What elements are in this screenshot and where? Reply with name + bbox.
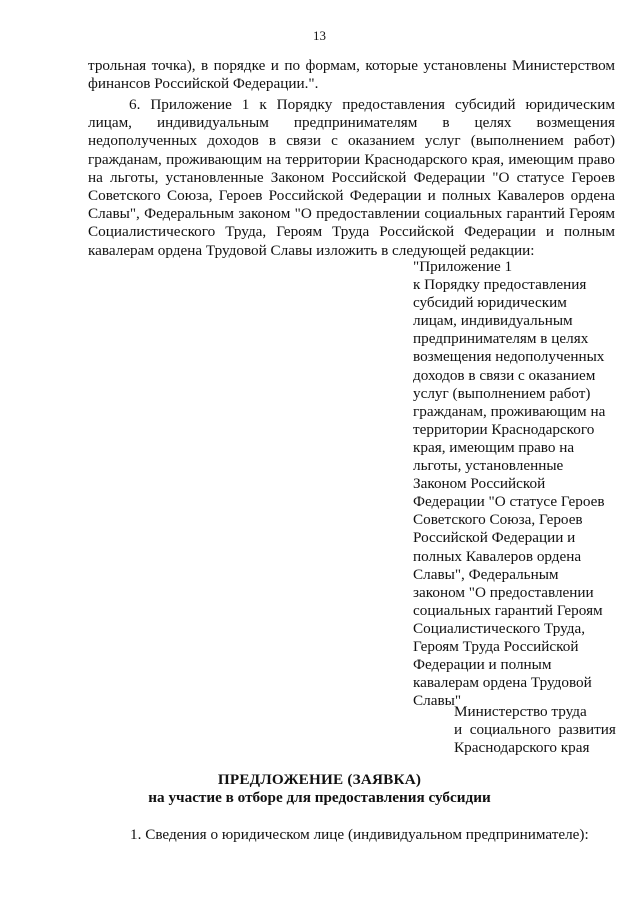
appendix-line: Федерации и полным — [413, 656, 552, 674]
appendix-line: кавалерам ордена Трудовой — [413, 674, 592, 692]
appendix-line: Законом Российской — [413, 475, 546, 493]
paragraph-continuation: трольная точка), в порядке и по формам, которые установлены Министерством финансов Российской Федерации.". — [88, 57, 615, 93]
appendix-line: Социалистического Труда, — [413, 619, 585, 637]
appendix-line: к Порядку предоставления — [413, 276, 587, 294]
form-subtitle: на участие в отборе для предоставления субсидии — [148, 789, 491, 806]
appendix-line: Федерации "О статусе Героев — [413, 493, 605, 511]
appendix-line: Советского Союза, Героев — [413, 511, 583, 529]
appendix-line: края, имеющим право на — [413, 438, 575, 456]
appendix-line: Славы", Федеральным — [413, 565, 559, 583]
appendix-line: лицам, индивидуальным — [413, 312, 573, 330]
ministry-addressee — [454, 703, 616, 758]
appendix-line: полных Кавалеров ордена — [413, 547, 582, 565]
page-number: 13 — [313, 28, 326, 43]
paragraph-item-6: 6. Приложение 1 к Порядку предоставления субсидий юридическим лицам, индивидуальным предпринимателям в целях возмещения недополученных доходов в связи с оказанием услуг (выполнением работ) гражданам, проживающим на территории Краснодарского края, имеющим право на льготы, установленные Законом Российской Федерации "О статусе Героев Советского Союза, Героев Российской Федерации и полных Кавалеров ордена Славы", Федеральным законом "О предоставлении социальных гарантий Героям Социалистического Труда, Героям Труда Российской Федерации и полным кавалерам ордена Трудовой Славы изложить в следующей редакции: — [88, 96, 615, 259]
appendix-line: доходов в связи с оказанием — [413, 366, 596, 384]
appendix-heading-block — [413, 258, 613, 710]
appendix-line: гражданам, проживающим на — [413, 402, 606, 420]
form-title: ПРЕДЛОЖЕНИЕ (ЗАЯВКА) — [217, 771, 422, 788]
appendix-line: услуг (выполнением работ) — [413, 384, 591, 402]
appendix-line: возмещения недополученных — [413, 348, 605, 366]
appendix-line: "Приложение 1 — [413, 258, 513, 275]
appendix-line: предпринимателям в целях — [413, 330, 589, 348]
ministry-line: Министерство труда — [454, 703, 587, 720]
ministry-line: Краснодарского края — [454, 739, 590, 757]
appendix-line: субсидий юридическим — [413, 294, 567, 312]
appendix-line: территории Краснодарского — [413, 420, 595, 438]
appendix-line: законом "О предоставлении — [413, 583, 594, 601]
ministry-line: и социального развития — [454, 721, 616, 739]
appendix-line: Героям Труда Российской — [413, 637, 579, 655]
appendix-line: льготы, установленные — [413, 457, 564, 475]
appendix-line: социальных гарантий Героям — [413, 601, 603, 619]
appendix-line: Славы" — [413, 692, 462, 710]
section-1-heading: 1. Сведения о юридическом лице (индивидуальном предпринимателе): — [130, 826, 589, 843]
appendix-line: Российской Федерации и — [413, 529, 576, 547]
